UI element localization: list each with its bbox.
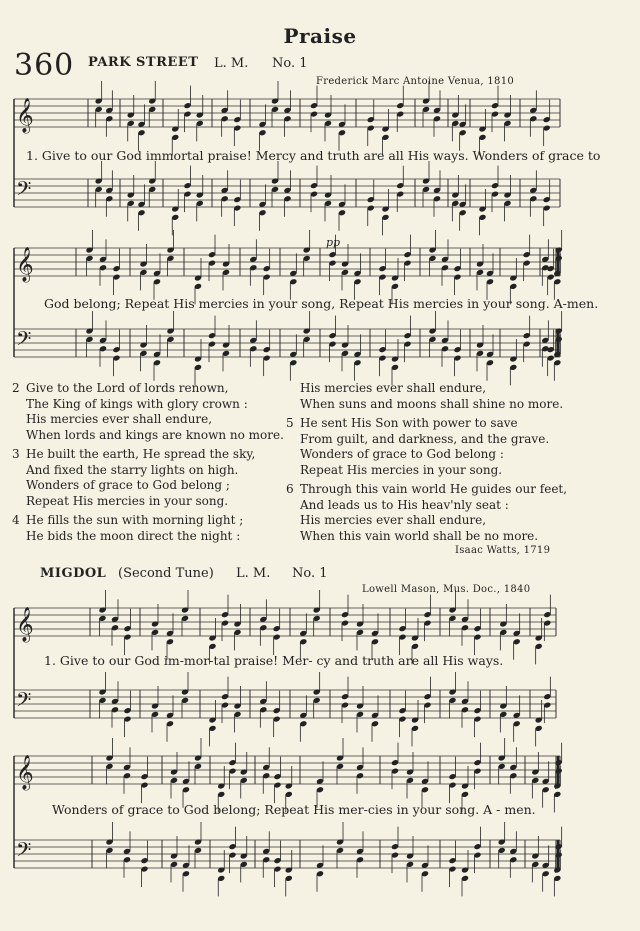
verse-line: He sent His Son with power to save [300, 416, 518, 430]
verse-line: He built the earth, He spread the sky, [26, 447, 256, 461]
verse-number: 2 [12, 381, 20, 395]
bass-clef-icon: 𝄢 [16, 838, 32, 866]
verse-lines [26, 381, 284, 443]
treble-clef-icon: 𝄞 [16, 98, 34, 133]
bass-clef-icon: 𝄢 [16, 688, 32, 716]
verse-number: 3 [12, 447, 20, 461]
verse-line: When this vain world shall be no more. [300, 528, 539, 543]
lyric-line: 1. Give to our God im-mor-tal praise! Mer- cy and truth are all His ways. [44, 653, 504, 668]
verse-lines [300, 416, 549, 478]
verse-line: He fills the sun with morning light ; [26, 513, 244, 527]
tune-meter: L. M. [214, 56, 249, 71]
treble-clef-icon: 𝄞 [16, 755, 34, 790]
verse-5 [286, 416, 567, 478]
verse-line: Repeat His mercies in your song. [26, 493, 229, 508]
verse-line: The King of kings with glory crown : [26, 396, 248, 411]
dynamic-marking: pp [326, 236, 341, 249]
verse-line: His mercies ever shall endure, [300, 381, 487, 395]
verse-line: When lords and kings are known no more. [26, 427, 284, 442]
treble-clef-icon: 𝄞 [16, 247, 34, 282]
bass-clef-icon: 𝄢 [16, 327, 32, 355]
verse-6 [286, 482, 567, 544]
tune-number: No. 1 [272, 56, 308, 71]
verse-line: His mercies ever shall endure, [300, 513, 487, 527]
verse-line: Wonders of grace to God belong ; [26, 478, 230, 492]
verse-number: 5 [286, 416, 294, 430]
verse-line: He bids the moon direct the night : [26, 528, 241, 543]
verse-number: 4 [12, 513, 20, 527]
verse-number [286, 381, 300, 412]
verse-line: From guilt, and darkness, and the grave. [300, 431, 550, 446]
composer-credit: Lowell Mason, Mus. Doc., 1840 [362, 584, 531, 595]
tune-number: No. 1 [292, 566, 328, 581]
verse-line: When suns and moons shall shine no more. [300, 396, 564, 411]
lyric-line: God belong; Repeat His mercies in your song, Repeat His mercies in your song. A-men. [44, 296, 599, 311]
verse-4-continued [286, 381, 567, 412]
verse-number: 6 [286, 482, 294, 496]
verse-line: His mercies ever shall endure, [26, 412, 213, 426]
hymn-author: Isaac Watts, 1719 [455, 545, 551, 556]
hymn-number: 360 [14, 48, 75, 83]
lyric-line: Wonders of grace to God belong; Repeat His mer-cies in your song. A - men. [52, 802, 536, 817]
tune-name: PARK STREET [88, 55, 199, 70]
second-tune-label: (Second Tune) [118, 566, 214, 581]
verse-line: Give to the Lord of lords renown, [26, 381, 229, 395]
verse-line: And leads us to His heav'nly seat : [300, 497, 509, 512]
verse-lines [300, 482, 567, 544]
tune-meter: L. M. [236, 566, 271, 581]
verse-line: Through this vain world He guides our feet, [300, 482, 568, 496]
verse-lines [26, 447, 255, 509]
verse-line: And fixed the starry lights on high. [26, 462, 239, 477]
verse-column-right [286, 381, 567, 544]
verse-2 [12, 381, 284, 443]
tune-name: MIGDOL [40, 566, 107, 581]
verse-lines [300, 381, 563, 412]
verse-4 [12, 513, 284, 544]
verse-column-left [12, 381, 284, 544]
treble-clef-icon: 𝄞 [16, 607, 34, 642]
verse-lines [26, 513, 243, 544]
verse-3 [12, 447, 284, 509]
composer-credit: Frederick Marc Antoine Venua, 1810 [316, 76, 515, 87]
section-title: Praise [283, 24, 357, 48]
verse-line: Repeat His mercies in your song. [300, 462, 503, 477]
verse-line: Wonders of grace to God belong : [300, 447, 504, 461]
bass-clef-icon: 𝄢 [16, 177, 32, 205]
lyric-line: 1. Give to our God immortal praise! Mercy and truth are all His ways. Wonders of grace to [26, 148, 601, 163]
